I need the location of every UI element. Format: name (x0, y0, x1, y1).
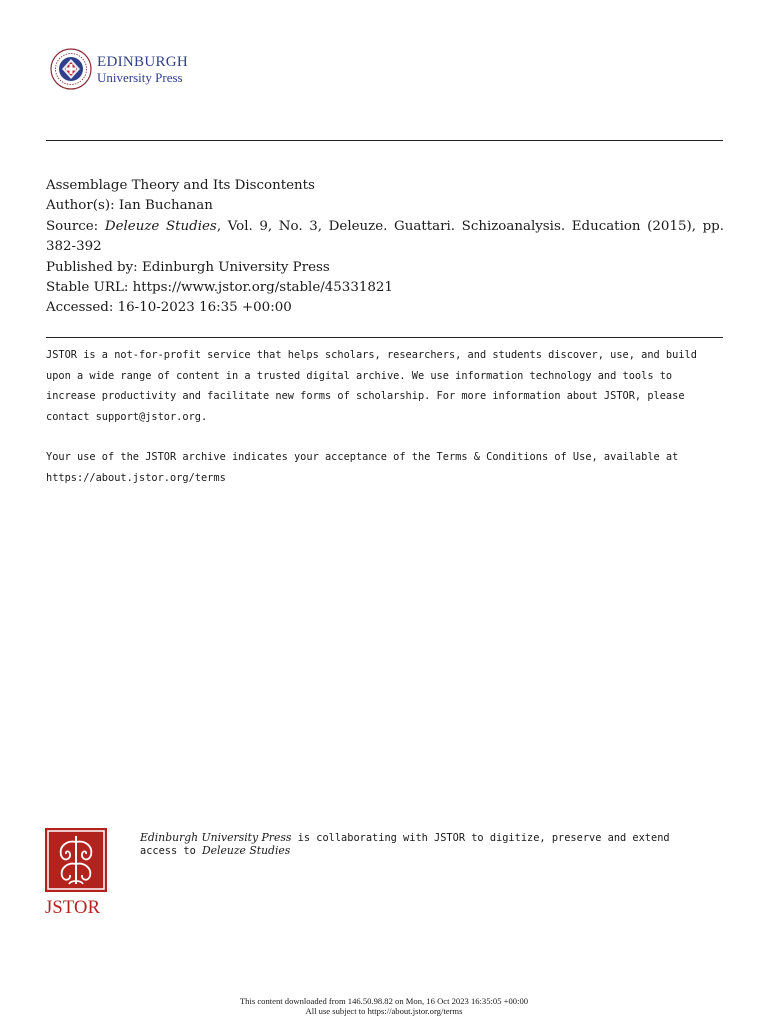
middle-divider (46, 337, 723, 338)
stable-url-label: Stable URL: (46, 280, 129, 296)
source-details: , Vol. 9, No. 3, Deleuze. Guattari. Schizoanalysis. Education (2015), pp. 382-392 (46, 218, 725, 255)
author-label: Author(s): (46, 198, 115, 214)
published-by: Edinburgh University Press (141, 259, 330, 275)
collab-publisher: Edinburgh University Press (140, 831, 292, 844)
publisher-name-line1: EDINBURGH (97, 54, 189, 70)
university-seal-icon (50, 48, 92, 90)
accessed-label: Accessed: (46, 300, 114, 316)
notice-paragraph-1: JSTOR is a not-for-profit service that helps scholars, researchers, and students discover, use, and build upon a wide range of content in a trusted digital archive. We use information technology and tools to increase productivity and facilitate new forms of scholarship. For more information about JSTOR, please contact support@jstor.org. (46, 349, 697, 423)
collab-text: is collaborating with JSTOR to digitize, preserve and extend access to (140, 832, 670, 857)
publisher-name-line2: University Press (97, 70, 183, 85)
publisher-logo (50, 48, 195, 92)
accessed-date: 16-10-2023 16:35 +00:00 (117, 300, 292, 316)
article-title: Assemblage Theory and Its Discontents (46, 178, 315, 193)
footer-line-1: This content downloaded from 146.50.98.82 on Mon, 16 Oct 2023 16:35:05 +00:00 (239, 996, 529, 1006)
jstor-wordmark: JSTOR (45, 898, 101, 918)
collaboration-statement (140, 832, 700, 857)
author-name: Ian Buchanan (118, 198, 213, 214)
top-divider (46, 140, 723, 141)
jstor-logo-icon (45, 828, 107, 892)
author-line (46, 196, 724, 216)
footer-line-2: All use subject to https://about.jstor.org/terms (305, 1006, 463, 1016)
published-line (46, 258, 724, 278)
source-label: Source: (46, 218, 99, 234)
jstor-logo (45, 828, 109, 920)
stable-url-line (46, 278, 724, 298)
accessed-line (46, 298, 724, 318)
notice-paragraph-2: Your use of the JSTOR archive indicates your acceptance of the Terms & Conditions of Use, available at https://about.jstor.org/terms (46, 451, 679, 484)
jstor-notice (46, 345, 726, 489)
source-line (46, 217, 724, 258)
collab-journal: Deleuze Studies (202, 843, 291, 857)
stable-url-link[interactable]: https://www.jstor.org/stable/45331821 (132, 280, 393, 296)
publisher-wordmark (97, 55, 197, 85)
published-label: Published by: (46, 259, 138, 275)
journal-name: Deleuze Studies (104, 218, 217, 234)
download-footer (0, 996, 768, 1016)
article-metadata (46, 176, 724, 319)
